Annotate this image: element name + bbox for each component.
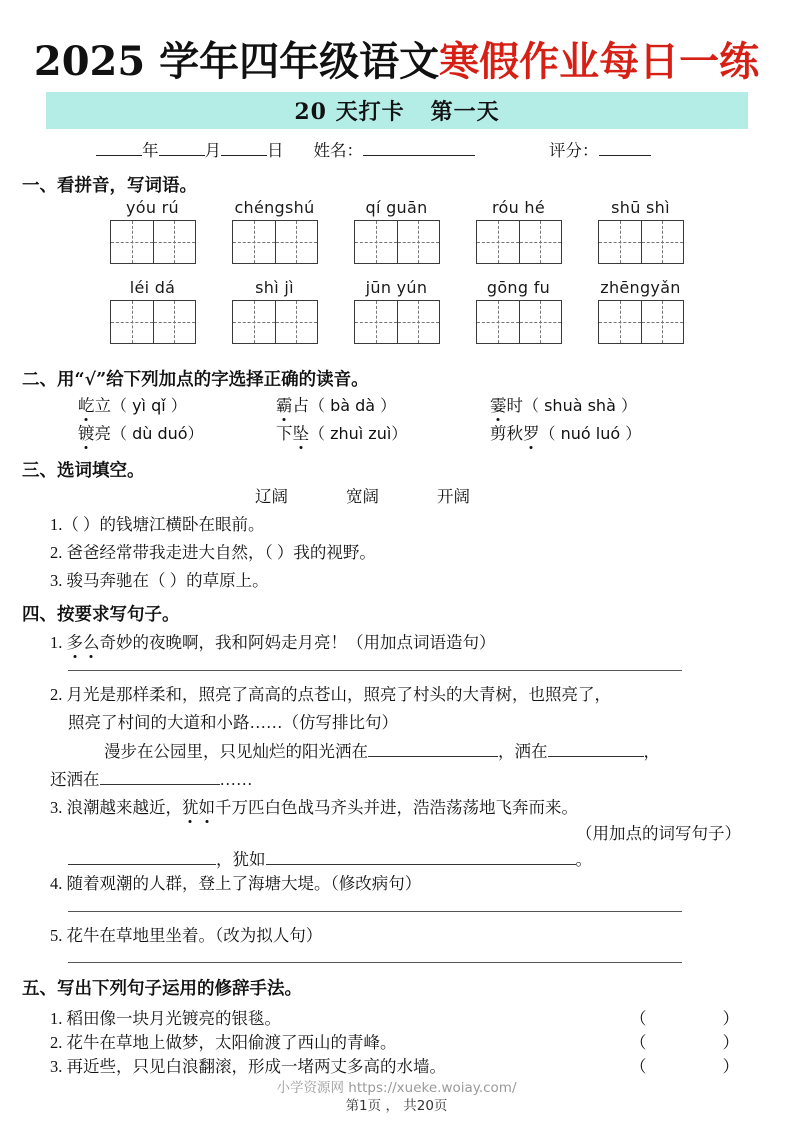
pinyin-label: jūn yún	[365, 278, 428, 297]
answer-blank[interactable]	[368, 742, 498, 757]
q2-line4-end: ……	[219, 770, 253, 789]
pinyin-group	[476, 198, 562, 264]
fill-blank-item[interactable]: 2. 爸爸经常带我走进大自然，（ ）我的视野。	[50, 543, 376, 562]
page-number: 第1页 ， 共20页	[345, 1098, 448, 1114]
page-title	[0, 38, 793, 85]
paren-close: ）	[722, 1033, 739, 1052]
pron-item[interactable]	[490, 420, 641, 444]
month-input[interactable]	[159, 141, 205, 156]
emphasis-char: 屹	[78, 392, 95, 416]
word-bank-item: 开阔	[437, 487, 470, 506]
page-title-black: 2025 学年四年级语文	[33, 38, 440, 85]
word-bank-item: 宽阔	[346, 487, 379, 506]
section-4-heading: 四、按要求写句子。	[22, 605, 180, 625]
sentence-q2-line3[interactable]	[104, 738, 660, 762]
word-prefix: 下	[276, 424, 293, 443]
fill-blank-item[interactable]: 3. 骏马奔驰在（ ）的草原上。	[50, 571, 269, 590]
tianzige-cell[interactable]	[355, 221, 397, 263]
q2-line4-text: 还洒在	[50, 770, 100, 789]
tianzige-grid[interactable]	[476, 300, 562, 344]
score-label: 评分：	[549, 141, 599, 160]
q1-number: 1.	[50, 633, 67, 652]
tianzige-cell[interactable]	[519, 221, 561, 263]
tianzige-cell[interactable]	[153, 221, 195, 263]
answer-blank[interactable]	[548, 742, 644, 757]
fill-blank-item[interactable]: 1.（ ）的钱塘江横卧在眼前。	[50, 515, 265, 534]
student-info-line	[0, 137, 793, 161]
pinyin-label: shì jì	[255, 278, 294, 297]
tianzige-cell[interactable]	[641, 301, 683, 343]
pinyin-group	[110, 278, 196, 344]
tianzige-cell[interactable]	[275, 221, 317, 263]
sentence-q2-line2: 照亮了村间的大道和小路……（仿写排比句）	[68, 713, 398, 732]
rhetoric-answer[interactable]	[630, 1005, 739, 1029]
pron-options[interactable]: （ dù duó）	[111, 424, 204, 443]
emphasis-char: 犹	[182, 794, 199, 818]
banner-day-label: 第一天	[430, 99, 500, 125]
pinyin-label: yóu rú	[125, 198, 179, 217]
pron-options[interactable]: （ yì qǐ ）	[111, 396, 187, 415]
page-title-red: 寒假作业每日一练	[439, 38, 760, 85]
sentence-q1	[50, 629, 496, 653]
emphasis-char: 镀	[78, 420, 95, 444]
rhetoric-item: 2. 花牛在草地上做梦，太阳偷渡了西山的青峰。	[50, 1033, 397, 1052]
q2-line3-mid: ，洒在	[498, 742, 548, 761]
pinyin-group	[232, 278, 318, 344]
q3-answer-mid: ，犹如	[216, 850, 266, 869]
pron-item[interactable]	[276, 420, 407, 444]
pinyin-row-2	[0, 278, 793, 344]
word-prefix: 剪秋	[490, 424, 523, 443]
tianzige-cell[interactable]	[233, 221, 275, 263]
pinyin-label: chéngshú	[234, 198, 315, 217]
watermark: 小学资源网 https://xueke.woiay.com/	[276, 1080, 517, 1096]
tianzige-grid[interactable]	[598, 220, 684, 264]
emphasis-char: 如	[199, 794, 216, 818]
pinyin-group	[598, 278, 684, 344]
pron-options[interactable]: （ nuó luó ）	[539, 424, 642, 443]
tianzige-cell[interactable]	[153, 301, 195, 343]
tianzige-grid[interactable]	[232, 300, 318, 344]
paren-open: （	[630, 1057, 647, 1076]
answer-rule-q5[interactable]	[68, 962, 682, 963]
word-rest: 亮	[94, 424, 111, 443]
pinyin-label: shū shì	[611, 198, 670, 217]
section-2-heading: 二、用“√”给下列加点的字选择正确的读音。	[22, 370, 369, 390]
banner-checkin-label: 20 天打卡	[294, 99, 405, 125]
tianzige-grid[interactable]	[110, 220, 196, 264]
word-rest: 时	[506, 396, 523, 415]
name-input[interactable]	[363, 141, 475, 156]
section-3-heading: 三、选词填空。	[22, 461, 145, 481]
year-input[interactable]	[96, 141, 142, 156]
q3-text: 千万匹白色战马齐头并进，浩浩荡荡地飞奔而来。	[215, 798, 578, 817]
pinyin-group	[354, 278, 440, 344]
rhetoric-answer[interactable]	[630, 1053, 739, 1077]
pinyin-label: zhēngyǎn	[600, 278, 681, 297]
q2-line3-end: ，	[643, 742, 660, 761]
pinyin-label: léi dá	[129, 278, 176, 297]
day-label: 日	[267, 141, 284, 160]
pinyin-group	[598, 198, 684, 264]
word-bank	[255, 483, 470, 507]
banner	[46, 92, 748, 129]
pinyin-row-1	[0, 198, 793, 264]
tianzige-cell[interactable]	[233, 301, 275, 343]
tianzige-cell[interactable]	[275, 301, 317, 343]
pron-item[interactable]	[78, 420, 204, 444]
tianzige-cell[interactable]	[477, 301, 519, 343]
pinyin-group	[476, 278, 562, 344]
pron-item[interactable]	[276, 392, 396, 416]
tianzige-cell[interactable]	[519, 301, 561, 343]
sentence-q4: 4. 随着观潮的人群，登上了海塘大堤。（修改病句）	[50, 874, 422, 893]
pron-options[interactable]: （ shuà shà ）	[523, 396, 637, 415]
tianzige-grid[interactable]	[232, 220, 318, 264]
score-input[interactable]	[599, 141, 651, 156]
section-1-heading: 一、看拼音，写词语。	[22, 176, 197, 196]
sentence-q2-line1: 2. 月光是那样柔和，照亮了高高的点苍山，照亮了村头的大青树，也照亮了，	[50, 685, 611, 704]
pinyin-group	[232, 198, 318, 264]
paren-open: （	[630, 1033, 647, 1052]
pron-item[interactable]	[78, 392, 187, 416]
answer-blank[interactable]	[100, 770, 220, 785]
tianzige-cell[interactable]	[355, 301, 397, 343]
tianzige-cell[interactable]	[397, 221, 439, 263]
pinyin-label: qí guān	[365, 198, 428, 217]
answer-blank[interactable]	[68, 850, 216, 865]
tianzige-cell[interactable]	[111, 301, 153, 343]
sentence-q3-hint: （用加点的词写句子）	[576, 824, 741, 843]
pron-item[interactable]	[490, 392, 637, 416]
paren-open: （	[630, 1009, 647, 1028]
tianzige-cell[interactable]	[599, 221, 641, 263]
pinyin-label: gōng fu	[486, 278, 551, 297]
month-label: 月	[204, 141, 221, 160]
word-rest: 立	[94, 396, 111, 415]
tianzige-cell[interactable]	[397, 301, 439, 343]
tianzige-grid[interactable]	[476, 220, 562, 264]
section-5-heading: 五、写出下列句子运用的修辞手法。	[22, 979, 302, 999]
tianzige-grid[interactable]	[598, 300, 684, 344]
q2-line3-text: 漫步在公园里，只见灿烂的阳光洒在	[104, 742, 368, 761]
emphasis-char: 霸	[276, 392, 293, 416]
rhetoric-item: 3. 再近些，只见白浪翻滚，形成一堵两丈多高的水墙。	[50, 1057, 446, 1076]
emphasis-char: 霎	[490, 392, 507, 416]
paren-close: ）	[722, 1009, 739, 1028]
pinyin-group	[110, 198, 196, 264]
year-label: 年	[142, 141, 159, 160]
q1-text: 奇妙的夜晚啊，我和阿妈走月亮！（用加点词语造句）	[99, 633, 496, 652]
q3-prefix: 3. 浪潮越来越近，	[50, 798, 182, 817]
pinyin-label: róu hé	[491, 198, 546, 217]
q3-answer-end: 。	[575, 850, 592, 869]
tianzige-grid[interactable]	[354, 220, 440, 264]
answer-rule-q4[interactable]	[68, 911, 682, 912]
emphasis-char: 罗	[523, 420, 540, 444]
rhetoric-answer[interactable]	[630, 1029, 739, 1053]
rhetoric-item: 1. 稻田像一块月光镀亮的银毯。	[50, 1009, 281, 1028]
answer-blank[interactable]	[266, 850, 576, 865]
day-input[interactable]	[221, 141, 267, 156]
answer-rule-q1[interactable]	[68, 670, 682, 671]
emphasis-char: 坠	[293, 420, 310, 444]
tianzige-grid[interactable]	[354, 300, 440, 344]
word-bank-item: 辽阔	[255, 487, 288, 506]
tianzige-cell[interactable]	[477, 221, 519, 263]
sentence-q5: 5. 花牛在草地里坐着。（改为拟人句）	[50, 926, 323, 945]
sentence-q3-answer[interactable]	[68, 846, 592, 870]
word-rest: 占	[292, 396, 309, 415]
tianzige-cell[interactable]	[641, 221, 683, 263]
tianzige-grid[interactable]	[110, 300, 196, 344]
sentence-q3	[50, 794, 578, 818]
tianzige-cell[interactable]	[599, 301, 641, 343]
emphasis-char: 么	[83, 629, 100, 653]
pinyin-group	[354, 198, 440, 264]
sentence-q2-line4[interactable]	[50, 766, 253, 790]
tianzige-cell[interactable]	[111, 221, 153, 263]
pron-options[interactable]: （ bà dà ）	[309, 396, 397, 415]
pron-options[interactable]: （ zhuì zuì）	[309, 424, 408, 443]
paren-close: ）	[722, 1057, 739, 1076]
name-label: 姓名：	[313, 141, 363, 160]
emphasis-char: 多	[67, 629, 84, 653]
